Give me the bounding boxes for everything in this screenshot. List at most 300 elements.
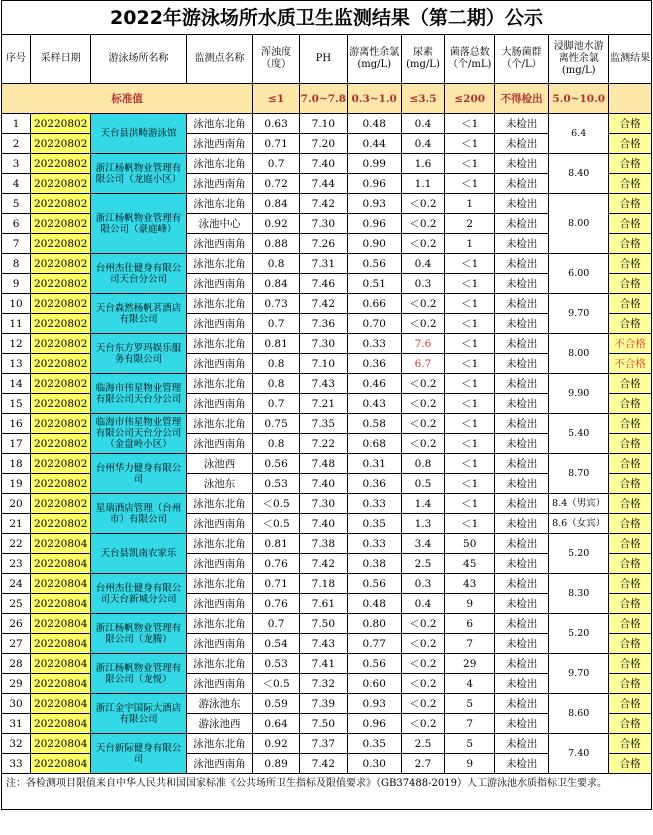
cell-urea: 0.3: [401, 574, 445, 594]
cell-chlorine: 0.30: [347, 754, 401, 774]
cell-date: 20220804: [31, 754, 91, 774]
cell-no: 2: [2, 134, 31, 154]
cell-date: 20220802: [31, 174, 91, 194]
cell-chlorine: 0.44: [347, 134, 401, 154]
cell-point: 泳池西南角: [186, 554, 252, 574]
cell-ph: 7.41: [299, 654, 347, 674]
cell-bacteria: ＜1: [445, 354, 495, 374]
table-row: [2, 494, 652, 514]
cell-ph: 7.46: [299, 274, 347, 294]
cell-bacteria: 29: [445, 654, 495, 674]
cell-urea: 2.5: [401, 734, 445, 754]
cell-date: 20220804: [31, 694, 91, 714]
cell-chlorine: 0.31: [347, 454, 401, 474]
cell-bacteria: ＜1: [445, 114, 495, 134]
cell-no: 17: [2, 434, 31, 454]
cell-coliform: 未检出: [495, 514, 549, 534]
cell-bacteria: 50: [445, 534, 495, 554]
cell-bacteria: ＜1: [445, 314, 495, 334]
cell-point: 泳池东北角: [186, 294, 252, 314]
table-row: [2, 194, 652, 214]
cell-result: 合格: [609, 294, 652, 314]
cell-point: 泳池东: [186, 474, 252, 494]
cell-turbidity: 0.64: [253, 714, 300, 734]
cell-result: 合格: [609, 114, 652, 134]
cell-result: 合格: [609, 614, 652, 634]
cell-ph: 7.43: [299, 374, 347, 394]
cell-chlorine: 0.96: [347, 714, 401, 734]
cell-point: 泳池西南角: [186, 754, 252, 774]
cell-bacteria: ＜1: [445, 434, 495, 454]
cell-result: 合格: [609, 454, 652, 474]
cell-date: 20220802: [31, 334, 91, 354]
cell-date: 20220802: [31, 394, 91, 414]
cell-date: 20220802: [31, 314, 91, 334]
cell-result: 合格: [609, 134, 652, 154]
cell-urea: 0.4: [401, 134, 445, 154]
cell-venue: 天台县洪畴游泳馆: [91, 114, 187, 154]
cell-result: 合格: [609, 274, 652, 294]
cell-ph: 7.10: [299, 114, 347, 134]
cell-no: 18: [2, 454, 31, 474]
table-row: [2, 534, 652, 554]
cell-result: 不合格: [609, 354, 652, 374]
cell-foot-chlorine: 8.30: [549, 574, 609, 614]
cell-result: 合格: [609, 194, 652, 214]
cell-venue: 台州华力健身有限公司: [91, 454, 187, 494]
cell-ph: 7.44: [299, 174, 347, 194]
cell-venue: 浙江金宇国际大酒店有限公司: [91, 694, 187, 734]
cell-urea: 1.4: [401, 494, 445, 514]
cell-no: 20: [2, 494, 31, 514]
cell-turbidity: 0.7: [253, 154, 300, 174]
table-row: [2, 654, 652, 674]
cell-urea: 0.4: [401, 594, 445, 614]
cell-result: 合格: [609, 174, 652, 194]
cell-coliform: 未检出: [495, 654, 549, 674]
cell-no: 19: [2, 474, 31, 494]
cell-turbidity: 0.7: [253, 314, 300, 334]
cell-chlorine: 0.60: [347, 674, 401, 694]
header-turbidity: 浑浊度（度）: [253, 35, 300, 84]
cell-chlorine: 0.99: [347, 154, 401, 174]
cell-date: 20220802: [31, 294, 91, 314]
cell-no: 13: [2, 354, 31, 374]
cell-ph: 7.48: [299, 454, 347, 474]
standard-ph: 7.0~7.8: [299, 84, 347, 114]
table-row: [2, 374, 652, 394]
cell-chlorine: 0.56: [347, 254, 401, 274]
cell-date: 20220804: [31, 714, 91, 734]
cell-coliform: 未检出: [495, 574, 549, 594]
cell-date: 20220804: [31, 534, 91, 554]
cell-point: 泳池东北角: [186, 114, 252, 134]
standard-result: [609, 84, 652, 114]
cell-bacteria: 43: [445, 574, 495, 594]
cell-bacteria: 6: [445, 614, 495, 634]
cell-result: 合格: [609, 674, 652, 694]
cell-chlorine: 0.46: [347, 374, 401, 394]
header-ph: PH: [299, 35, 347, 84]
cell-bacteria: 7: [445, 634, 495, 654]
cell-no: 22: [2, 534, 31, 554]
cell-coliform: 未检出: [495, 714, 549, 734]
cell-date: 20220804: [31, 734, 91, 754]
cell-bacteria: ＜1: [445, 174, 495, 194]
cell-urea: ＜0.2: [401, 234, 445, 254]
header-chlorine: 游离性余氯(mg/L): [347, 35, 401, 84]
cell-coliform: 未检出: [495, 314, 549, 334]
cell-point: 游泳池东: [186, 694, 252, 714]
cell-date: 20220802: [31, 114, 91, 134]
cell-point: 泳池西: [186, 454, 252, 474]
cell-bacteria: ＜1: [445, 294, 495, 314]
cell-bacteria: 1: [445, 234, 495, 254]
cell-chlorine: 0.70: [347, 314, 401, 334]
cell-venue: 天台县凯南农家乐: [91, 534, 187, 574]
cell-no: 15: [2, 394, 31, 414]
cell-ph: 7.31: [299, 254, 347, 274]
cell-result: 合格: [609, 594, 652, 614]
cell-chlorine: 0.80: [347, 614, 401, 634]
cell-chlorine: 0.96: [347, 214, 401, 234]
cell-date: 20220804: [31, 594, 91, 614]
cell-turbidity: 0.81: [253, 334, 300, 354]
cell-chlorine: 0.35: [347, 734, 401, 754]
cell-coliform: 未检出: [495, 294, 549, 314]
cell-date: 20220804: [31, 614, 91, 634]
cell-result: 合格: [609, 154, 652, 174]
cell-urea: ＜0.2: [401, 194, 445, 214]
cell-bacteria: ＜1: [445, 154, 495, 174]
cell-turbidity: ＜0.5: [253, 514, 300, 534]
cell-coliform: 未检出: [495, 534, 549, 554]
cell-point: 泳池东北角: [186, 194, 252, 214]
cell-chlorine: 0.38: [347, 554, 401, 574]
cell-coliform: 未检出: [495, 354, 549, 374]
cell-ph: 7.35: [299, 414, 347, 434]
cell-turbidity: 0.8: [253, 354, 300, 374]
cell-chlorine: 0.68: [347, 434, 401, 454]
cell-bacteria: ＜1: [445, 474, 495, 494]
cell-urea: 1.3: [401, 514, 445, 534]
cell-turbidity: 0.53: [253, 474, 300, 494]
cell-date: 20220802: [31, 454, 91, 474]
cell-venue: 临海市伟星物业管理有限公司天台分公司（金盘岭小区）: [91, 414, 187, 454]
header-venue: 游泳场所名称: [91, 35, 187, 84]
cell-date: 20220802: [31, 414, 91, 434]
cell-ph: 7.43: [299, 634, 347, 654]
cell-no: 16: [2, 414, 31, 434]
cell-point: 泳池东北角: [186, 154, 252, 174]
cell-coliform: 未检出: [495, 374, 549, 394]
standard-urea: ≤3.5: [401, 84, 445, 114]
cell-urea: ＜0.2: [401, 674, 445, 694]
cell-date: 20220802: [31, 234, 91, 254]
header-coliform: 大肠菌群（个/L）: [495, 35, 549, 84]
cell-venue: 浙江杨帆物业管理有限公司（龙悦）: [91, 654, 187, 694]
cell-urea: 2.5: [401, 554, 445, 574]
cell-urea: 0.5: [401, 474, 445, 494]
cell-coliform: 未检出: [495, 434, 549, 454]
cell-no: 1: [2, 114, 31, 134]
cell-ph: 7.37: [299, 734, 347, 754]
cell-turbidity: 0.71: [253, 574, 300, 594]
cell-urea: 1.1: [401, 174, 445, 194]
cell-urea: ＜0.2: [401, 714, 445, 734]
cell-ph: 7.10: [299, 354, 347, 374]
table-row: [2, 154, 652, 174]
cell-chlorine: 0.33: [347, 494, 401, 514]
cell-result: 合格: [609, 474, 652, 494]
cell-ph: 7.40: [299, 154, 347, 174]
cell-turbidity: 0.7: [253, 394, 300, 414]
cell-date: 20220802: [31, 194, 91, 214]
cell-point: 泳池西南角: [186, 314, 252, 334]
cell-coliform: 未检出: [495, 254, 549, 274]
cell-venue: 浙江杨帆物业管理有限公司（龙腾）: [91, 614, 187, 654]
cell-point: 泳池东北角: [186, 654, 252, 674]
standard-foot: 5.0~10.0: [549, 84, 609, 114]
cell-chlorine: 0.90: [347, 234, 401, 254]
cell-ph: 7.40: [299, 474, 347, 494]
cell-ph: 7.50: [299, 614, 347, 634]
header-bacteria: 菌落总数（个/mL): [445, 35, 495, 84]
cell-date: 20220804: [31, 634, 91, 654]
cell-urea: ＜0.2: [401, 294, 445, 314]
cell-point: 泳池东北角: [186, 254, 252, 274]
cell-ph: 7.50: [299, 714, 347, 734]
cell-bacteria: 5: [445, 694, 495, 714]
cell-chlorine: 0.66: [347, 294, 401, 314]
cell-no: 24: [2, 574, 31, 594]
cell-coliform: 未检出: [495, 414, 549, 434]
cell-ph: 7.30: [299, 334, 347, 354]
header-urea: 尿素(mg/L): [401, 35, 445, 84]
cell-ph: 7.30: [299, 214, 347, 234]
cell-no: 5: [2, 194, 31, 214]
cell-coliform: 未检出: [495, 234, 549, 254]
cell-urea: 7.6: [401, 334, 445, 354]
cell-urea: ＜0.2: [401, 214, 445, 234]
cell-venue: 浙江杨帆物业管理有限公司（龙庭小区）: [91, 154, 187, 194]
cell-point: 泳池东北角: [186, 494, 252, 514]
page-title: 2022年游泳场所水质卫生监测结果（第二期）公示: [1, 0, 652, 34]
cell-bacteria: ＜1: [445, 394, 495, 414]
cell-urea: ＜0.2: [401, 694, 445, 714]
cell-turbidity: 0.53: [253, 654, 300, 674]
cell-result: 合格: [609, 574, 652, 594]
cell-result: 合格: [609, 554, 652, 574]
cell-bacteria: ＜1: [445, 254, 495, 274]
cell-turbidity: 0.71: [253, 134, 300, 154]
cell-point: 泳池西南角: [186, 394, 252, 414]
cell-point: 泳池西南角: [186, 274, 252, 294]
cell-coliform: 未检出: [495, 554, 549, 574]
cell-no: 31: [2, 714, 31, 734]
cell-venue: 星瑞酒店管理（台州市）有限公司: [91, 494, 187, 534]
table-row: [2, 334, 652, 354]
cell-chlorine: 0.93: [347, 194, 401, 214]
cell-no: 12: [2, 334, 31, 354]
cell-point: 泳池西南角: [186, 674, 252, 694]
cell-date: 20220802: [31, 154, 91, 174]
cell-point: 游泳池西: [186, 714, 252, 734]
cell-bacteria: ＜1: [445, 274, 495, 294]
table-row: [2, 574, 652, 594]
cell-ph: 7.39: [299, 694, 347, 714]
cell-urea: 2.7: [401, 754, 445, 774]
cell-result: 合格: [609, 314, 652, 334]
cell-coliform: 未检出: [495, 734, 549, 754]
cell-foot-chlorine: 5.40: [549, 414, 609, 454]
cell-urea: 0.4: [401, 254, 445, 274]
cell-turbidity: 0.73: [253, 294, 300, 314]
cell-bacteria: ＜1: [445, 374, 495, 394]
cell-result: 合格: [609, 534, 652, 554]
cell-ph: 7.32: [299, 674, 347, 694]
cell-venue: 天台东方罗玛娱乐服务有限公司: [91, 334, 187, 374]
cell-bacteria: ＜1: [445, 494, 495, 514]
cell-bacteria: 1: [445, 194, 495, 214]
cell-turbidity: 0.76: [253, 554, 300, 574]
cell-urea: ＜0.2: [401, 374, 445, 394]
cell-turbidity: 0.59: [253, 694, 300, 714]
cell-point: 泳池东北角: [186, 414, 252, 434]
results-table: [1, 34, 652, 774]
cell-coliform: 未检出: [495, 214, 549, 234]
cell-point: 泳池西南角: [186, 134, 252, 154]
cell-ph: 7.22: [299, 434, 347, 454]
cell-date: 20220802: [31, 434, 91, 454]
table-row: [2, 734, 652, 754]
cell-venue: 天台新际健身有限公司: [91, 734, 187, 774]
cell-urea: ＜0.2: [401, 314, 445, 334]
cell-no: 9: [2, 274, 31, 294]
cell-urea: 1.6: [401, 154, 445, 174]
cell-ph: 7.42: [299, 294, 347, 314]
cell-turbidity: 0.92: [253, 734, 300, 754]
cell-no: 33: [2, 754, 31, 774]
cell-result: 合格: [609, 234, 652, 254]
cell-point: 泳池东北角: [186, 574, 252, 594]
cell-turbidity: 0.63: [253, 114, 300, 134]
cell-turbidity: 0.88: [253, 234, 300, 254]
cell-turbidity: ＜0.5: [253, 494, 300, 514]
cell-result: 合格: [609, 754, 652, 774]
standard-coliform: 不得检出: [495, 84, 549, 114]
cell-point: 泳池西南角: [186, 354, 252, 374]
cell-bacteria: 9: [445, 754, 495, 774]
cell-no: 14: [2, 374, 31, 394]
header-result: 监测结果: [609, 35, 652, 84]
cell-result: 合格: [609, 254, 652, 274]
cell-urea: 0.4: [401, 114, 445, 134]
results-body: [2, 114, 652, 774]
cell-foot-chlorine: 9.70: [549, 654, 609, 694]
cell-foot-chlorine: 8.60: [549, 694, 609, 734]
cell-point: 泳池西南角: [186, 634, 252, 654]
cell-chlorine: 0.33: [347, 334, 401, 354]
cell-no: 28: [2, 654, 31, 674]
cell-chlorine: 0.51: [347, 274, 401, 294]
cell-coliform: 未检出: [495, 694, 549, 714]
cell-bacteria: ＜1: [445, 454, 495, 474]
cell-bacteria: 2: [445, 214, 495, 234]
footnote: 注：各检测项目限值来自中华人民共和国国家标准《公共场所卫生指标及限值要求》（GB37488-2019）人工游泳池水质指标卫生要求。: [1, 774, 652, 810]
cell-ph: 7.38: [299, 534, 347, 554]
table-row: [2, 254, 652, 274]
cell-urea: 0.3: [401, 274, 445, 294]
cell-foot-chlorine: 9.90: [549, 374, 609, 414]
standard-bacteria: ≤200: [445, 84, 495, 114]
cell-bacteria: 45: [445, 554, 495, 574]
cell-date: 20220802: [31, 274, 91, 294]
cell-turbidity: 0.7: [253, 614, 300, 634]
cell-coliform: 未检出: [495, 114, 549, 134]
cell-venue: 台州杰仕健身有限公司天台新城分公司: [91, 574, 187, 614]
cell-coliform: 未检出: [495, 474, 549, 494]
cell-date: 20220802: [31, 254, 91, 274]
header-point: 监测点名称: [186, 35, 252, 84]
cell-result: 合格: [609, 374, 652, 394]
cell-urea: ＜0.2: [401, 434, 445, 454]
cell-result: 合格: [609, 494, 652, 514]
cell-point: 泳池东北角: [186, 534, 252, 554]
cell-ph: 7.18: [299, 574, 347, 594]
cell-date: 20220804: [31, 554, 91, 574]
cell-chlorine: 0.43: [347, 394, 401, 414]
cell-no: 29: [2, 674, 31, 694]
cell-turbidity: 0.89: [253, 754, 300, 774]
cell-coliform: 未检出: [495, 614, 549, 634]
standard-chlorine: 0.3~1.0: [347, 84, 401, 114]
cell-urea: ＜0.2: [401, 614, 445, 634]
cell-result: 合格: [609, 414, 652, 434]
cell-no: 26: [2, 614, 31, 634]
cell-coliform: 未检出: [495, 674, 549, 694]
cell-ph: 7.30: [299, 494, 347, 514]
cell-turbidity: 0.84: [253, 274, 300, 294]
cell-foot-chlorine: 8.00: [549, 334, 609, 374]
cell-coliform: 未检出: [495, 194, 549, 214]
cell-ph: 7.20: [299, 134, 347, 154]
cell-ph: 7.40: [299, 514, 347, 534]
cell-no: 23: [2, 554, 31, 574]
cell-point: 泳池东北角: [186, 374, 252, 394]
header-no: 序号: [2, 35, 31, 84]
cell-chlorine: 0.36: [347, 354, 401, 374]
cell-coliform: 未检出: [495, 454, 549, 474]
cell-chlorine: 0.36: [347, 474, 401, 494]
cell-bacteria: ＜1: [445, 414, 495, 434]
cell-date: 20220802: [31, 474, 91, 494]
cell-coliform: 未检出: [495, 634, 549, 654]
cell-point: 泳池西南角: [186, 234, 252, 254]
cell-venue: 天台森然杨帆茗酒店有限公司: [91, 294, 187, 334]
cell-date: 20220804: [31, 654, 91, 674]
cell-chlorine: 0.48: [347, 114, 401, 134]
cell-coliform: 未检出: [495, 754, 549, 774]
cell-result: 合格: [609, 714, 652, 734]
table-row: [2, 614, 652, 634]
table-row: [2, 294, 652, 314]
cell-urea: ＜0.2: [401, 654, 445, 674]
header-row: [2, 35, 652, 84]
cell-no: 11: [2, 314, 31, 334]
cell-date: 20220802: [31, 374, 91, 394]
cell-foot-chlorine: 8.4（男宾）: [549, 494, 609, 514]
